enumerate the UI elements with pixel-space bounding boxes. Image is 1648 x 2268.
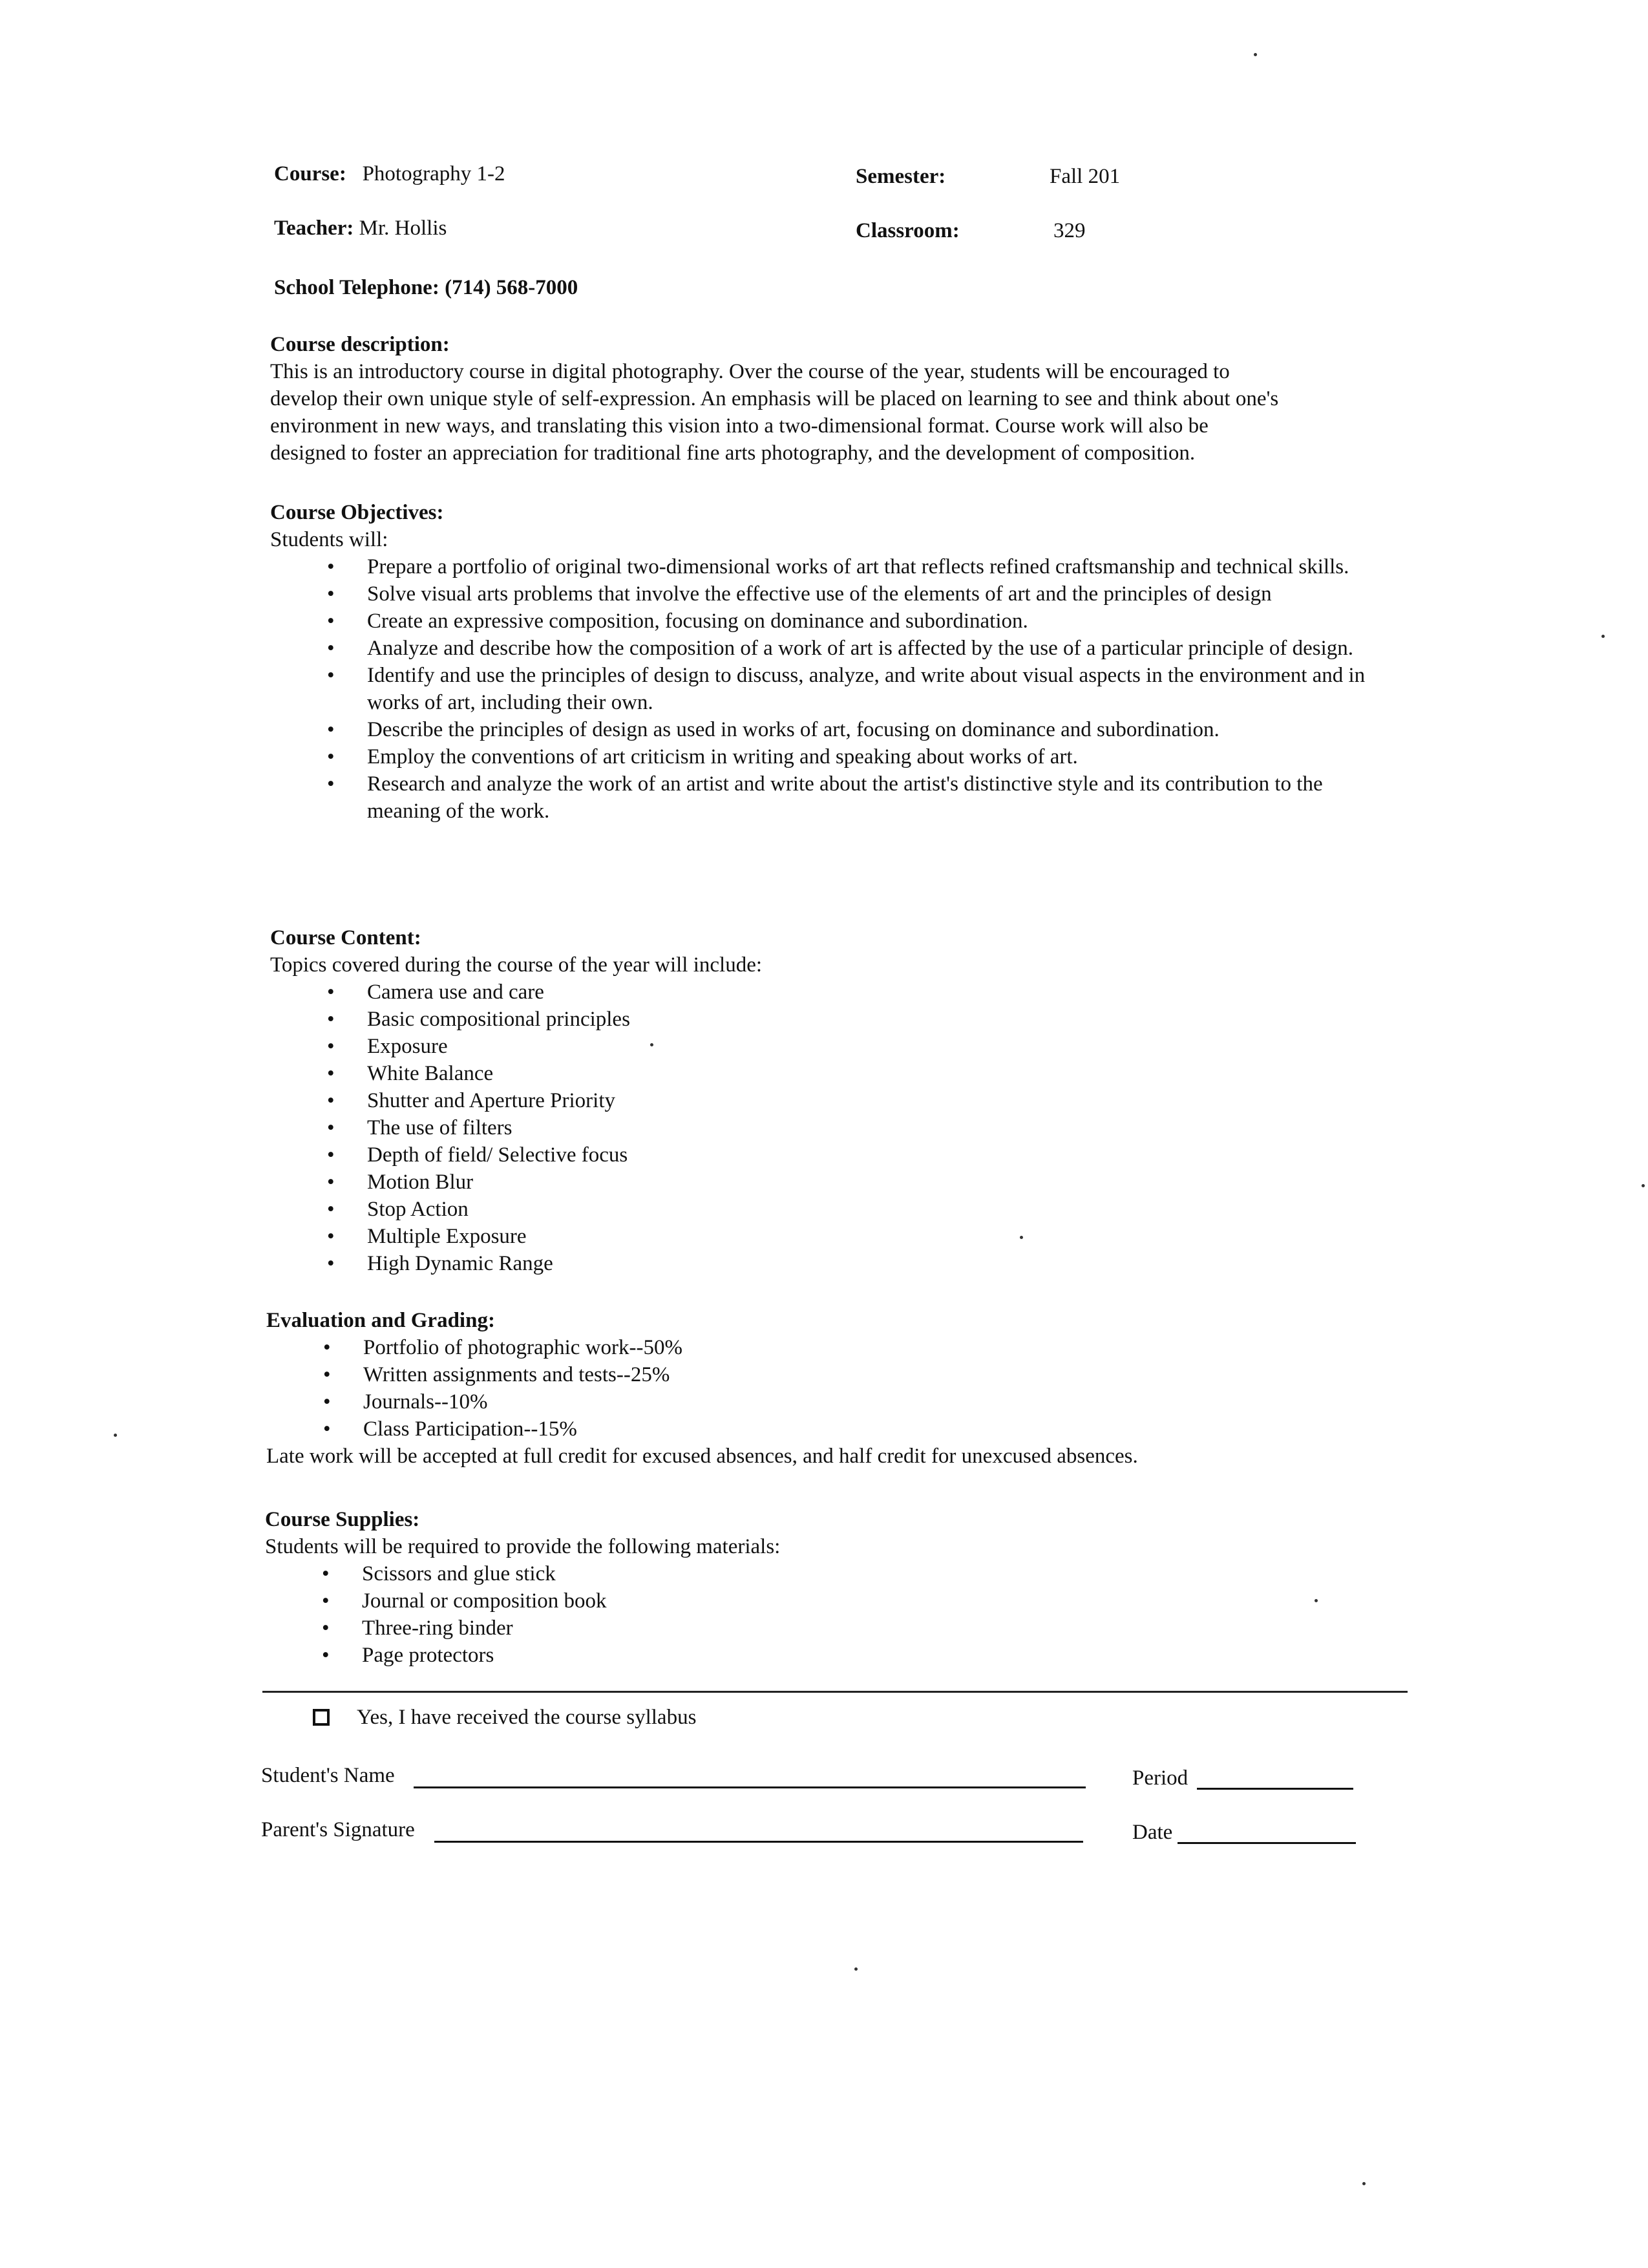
description-line: develop their own unique style of self-expression. An emphasis will be placed on learning to see and think about one's [270, 387, 1279, 410]
classroom-label: Classroom: [856, 219, 960, 242]
grading-heading: Evaluation and Grading: [266, 1309, 495, 1332]
list-item: • Written assignments and tests--25% [266, 1361, 1417, 1388]
bullet-icon: • [327, 745, 335, 768]
bullet-icon: • [327, 1252, 335, 1275]
supplies-list [265, 1560, 1415, 1669]
bullet-icon: • [327, 1008, 335, 1031]
scan-speck [650, 1043, 653, 1046]
bullet-icon: • [327, 1198, 335, 1221]
list-item: • White Balance [270, 1060, 1421, 1087]
parent-signature-field[interactable] [434, 1841, 1083, 1843]
bullet-icon: • [322, 1589, 330, 1613]
scan-speck [1362, 2182, 1366, 2185]
bullet-icon: • [327, 1143, 335, 1167]
bullet-icon: • [323, 1417, 331, 1441]
grading-section [266, 1307, 1417, 1470]
list-item: • Prepare a portfolio of original two-dimensional works of art that reflects refined craftsmanship and technical skills. [270, 553, 1388, 580]
phone-label: School Telephone: [274, 276, 439, 299]
bullet-icon: • [322, 1562, 330, 1585]
semester-label: Semester: [856, 165, 946, 188]
teacher-field [274, 215, 447, 242]
course-description-heading: Course description: [270, 333, 450, 356]
objectives-list [270, 553, 1421, 825]
late-work-note: Late work will be accepted at full credit for excused absences, and half credit for unexcused absences. [266, 1445, 1138, 1468]
list-item: • High Dynamic Range [270, 1250, 1421, 1277]
student-name-label: Student's Name [261, 1764, 395, 1787]
course-content-section [270, 924, 1421, 1277]
bullet-icon: • [327, 1225, 335, 1248]
content-list [270, 979, 1421, 1277]
list-item: • Motion Blur [270, 1169, 1421, 1196]
received-syllabus-checkbox[interactable] [313, 1709, 330, 1726]
bullet-icon: • [323, 1390, 331, 1414]
bullet-icon: • [323, 1336, 331, 1359]
bullet-icon: • [327, 980, 335, 1004]
period-label: Period [1132, 1766, 1188, 1790]
list-item: • Shutter and Aperture Priority [270, 1087, 1421, 1114]
list-item: • Camera use and care [270, 979, 1421, 1006]
content-intro: Topics covered during the course of the year will include: [270, 953, 763, 977]
scan-speck [1642, 1184, 1645, 1187]
supplies-intro: Students will be required to provide the following materials: [265, 1535, 781, 1558]
list-item: • Identify and use the principles of design to discuss, analyze, and write about visual aspects in the environment and in works of art, including their own. [270, 662, 1388, 716]
period-field[interactable] [1197, 1788, 1353, 1790]
list-item: • Scissors and glue stick [265, 1560, 1415, 1587]
supplies-heading: Course Supplies: [265, 1508, 420, 1531]
grading-list [266, 1334, 1417, 1443]
list-item: • Solve visual arts problems that involve the effective use of the elements of art and the principles of design [270, 580, 1388, 608]
course-content-heading: Course Content: [270, 926, 421, 949]
objectives-intro: Students will: [270, 528, 388, 551]
checkbox-label: Yes, I have received the course syllabus [357, 1706, 697, 1729]
separator-line [262, 1691, 1408, 1693]
scan-speck [1601, 635, 1605, 638]
teacher-label: Teacher: [274, 217, 354, 240]
scan-speck [1254, 53, 1257, 56]
list-item: • Page protectors [265, 1642, 1415, 1669]
student-name-field[interactable] [414, 1786, 1086, 1788]
description-line: designed to foster an appreciation for traditional fine arts photography, and the development of composition. [270, 441, 1196, 465]
bullet-icon: • [327, 772, 335, 796]
list-item: • Analyze and describe how the composition of a work of art is affected by the use of a particular principle of design. [270, 635, 1388, 662]
phone-field [274, 274, 578, 301]
bullet-icon: • [327, 637, 335, 660]
parent-signature-label: Parent's Signature [261, 1818, 415, 1841]
course-description-section [270, 331, 1421, 467]
bullet-icon: • [327, 1171, 335, 1194]
list-item: • Employ the conventions of art criticism in writing and speaking about works of art. [270, 743, 1388, 770]
list-item: • Journals--10% [266, 1388, 1417, 1415]
list-item: • Portfolio of photographic work--50% [266, 1334, 1417, 1361]
date-label: Date [1132, 1821, 1173, 1844]
list-item: • Class Participation--15% [266, 1415, 1417, 1443]
list-item: • Three-ring binder [265, 1615, 1415, 1642]
scan-speck [854, 1967, 858, 1971]
scan-speck [1315, 1599, 1318, 1602]
bullet-icon: • [327, 664, 335, 687]
bullet-icon: • [327, 1116, 335, 1139]
bullet-icon: • [323, 1363, 331, 1386]
semester-value: Fall 201 [1050, 165, 1121, 188]
bullet-icon: • [327, 718, 335, 741]
bullet-icon: • [327, 582, 335, 606]
phone-value: (714) 568-7000 [445, 276, 578, 299]
list-item: • The use of filters [270, 1114, 1421, 1141]
course-label: Course: [274, 162, 346, 185]
list-item: • Exposure [270, 1033, 1421, 1060]
bullet-icon: • [327, 1035, 335, 1058]
bullet-icon: • [327, 1089, 335, 1112]
list-item: • Depth of field/ Selective focus [270, 1141, 1421, 1169]
bullet-icon: • [327, 1062, 335, 1085]
list-item: • Basic compositional principles [270, 1006, 1421, 1033]
list-item: • Multiple Exposure [270, 1223, 1421, 1250]
list-item: • Describe the principles of design as used in works of art, focusing on dominance and subordination. [270, 716, 1388, 743]
list-item: • Stop Action [270, 1196, 1421, 1223]
supplies-section [265, 1506, 1415, 1669]
bullet-icon: • [322, 1644, 330, 1667]
teacher-value: Mr. Hollis [359, 217, 447, 240]
bullet-icon: • [327, 555, 335, 578]
list-item: • Journal or composition book [265, 1587, 1415, 1615]
course-objectives-section [270, 499, 1421, 825]
description-line: This is an introductory course in digital photography. Over the course of the year, students will be encouraged to [270, 360, 1230, 383]
course-objectives-heading: Course Objectives: [270, 501, 444, 524]
description-line: environment in new ways, and translating this vision into a two-dimensional format. Course work will also be [270, 414, 1209, 438]
course-field [274, 160, 505, 187]
scan-speck [114, 1434, 117, 1437]
bullet-icon: • [322, 1616, 330, 1640]
date-field[interactable] [1178, 1842, 1356, 1844]
list-item: • Research and analyze the work of an artist and write about the artist's distinctive style and its contribution to the meaning of the work. [270, 770, 1388, 825]
bullet-icon: • [327, 609, 335, 633]
course-value: Photography 1-2 [362, 162, 505, 185]
list-item: • Create an expressive composition, focusing on dominance and subordination. [270, 608, 1388, 635]
scan-speck [1020, 1236, 1023, 1239]
classroom-value: 329 [1053, 219, 1086, 242]
